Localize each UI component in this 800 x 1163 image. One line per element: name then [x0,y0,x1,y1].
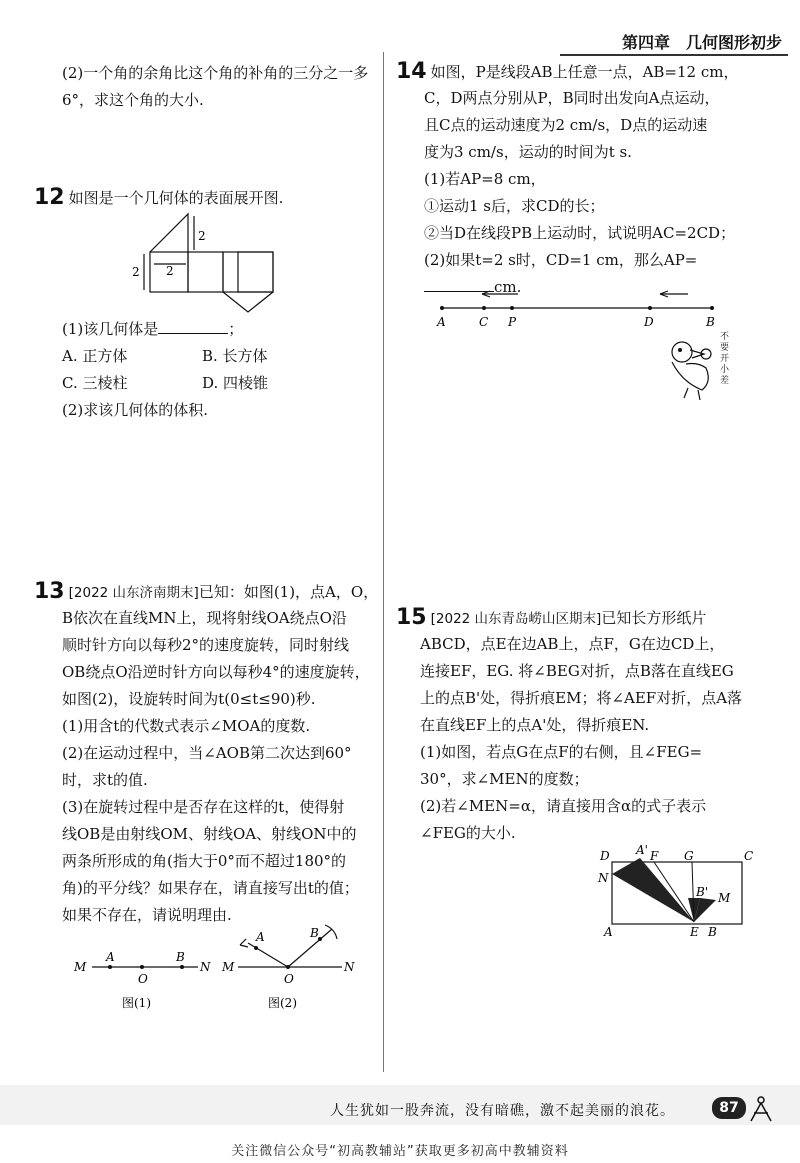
q14-line: 度为3 cm/s，运动的时间为t s. [424,143,632,161]
q11-part2-text: (2)一个角的余角比这个角的补角的三分之一多6°，求这个角的大小. [62,64,369,109]
q13-line: OB绕点O沿逆时针方向以每秒4°的速度旋转， [62,663,370,681]
question-14 [396,58,741,86]
column-divider [383,52,384,1072]
q14-line: ①运动1 s后，求CD的长； [424,197,605,215]
question-15-body [420,631,748,847]
q13-line-0: 已知：如图(1)，点A，O， [198,583,379,601]
q14-line: (1)若AP=8 cm， [424,170,546,188]
q15-point-a1: A' [636,843,648,857]
q13-line: 如果不存在，请说明理由. [62,906,232,924]
q14-segment-figure [430,286,730,330]
q12-options [62,343,372,397]
q15-line: (2)若∠MEN=α，请直接用含α的式子表示 [420,797,707,815]
fig1-point-b: B [176,950,185,964]
fig2-caption: 图(2) [268,996,297,1010]
q12-number: 12 [34,185,65,210]
q15-line: 在直线EF上的点A'处，得折痕EN. [420,716,650,734]
q15-point-e: E [690,925,699,939]
q13-line: 顺时针方向以每秒2°的速度旋转，同时射线 [62,636,350,654]
fig2-point-o: O [284,972,294,986]
question-12-parts [62,316,372,424]
chapter-title: 第四章 几何图形初步 [621,33,782,52]
q13-line: (3)在旋转过程中是否存在这样的t，使得射 [62,798,345,816]
q15-number: 15 [396,605,427,630]
q13-line: (2)在运动过程中，当∠AOB第二次达到60° [62,744,352,762]
q12-label-left: 2 [132,265,140,279]
fig2-point-a: A [256,930,265,944]
fig1-point-n: N [200,960,211,974]
q15-point-b1: B' [696,885,709,899]
q14-point-d: D [644,315,654,329]
q15-line: ABCD，点E在边AB上，点F，G在边CD上， [420,635,725,653]
q13-source: [2022 山东济南期末] [68,585,199,601]
q15-rectangle-figure [592,838,762,940]
q15-line: 连接EF，EG. 将∠BEG对折，点B落在直线EG [420,662,734,680]
q15-point-c: C [744,849,754,863]
q14-point-a: A [437,315,446,329]
q15-point-a: A [604,925,613,939]
q14-point-b: B [706,315,715,329]
q15-point-f: F [650,849,659,863]
fig2-point-m: M [222,960,235,974]
q14-point-p: P [508,315,517,329]
fig2-point-b: B [310,926,319,940]
q14-line: ②当D在线段PB上运动时，试说明AC=2CD； [424,224,736,242]
compass-icon [746,1095,776,1123]
fig1-caption: 图(1) [122,996,151,1010]
q15-line: ∠FEG的大小. [420,824,516,842]
q13-line: (1)用含t的代数式表示∠MOA的度数. [62,717,311,735]
fig1-point-m: M [74,960,87,974]
q15-source: [2022 山东青岛崂山区期末] [430,611,602,627]
q12-stem: 如图是一个几何体的表面展开图. [68,189,284,207]
q13-line: 如图(2)，设旋转时间为t(0≤t≤90)秒. [62,690,316,708]
q15-point-g: G [684,849,694,863]
q13-line: 两条所形成的角(指大于0°而不超过180°的 [62,852,347,870]
q12-option-b: B. 长方体 [202,347,268,365]
fig1-point-o: O [138,972,148,986]
question-13-body [62,605,380,929]
q12-part1: (1)该几何体是 [62,320,159,338]
cartoon-bird-illustration [660,332,770,402]
q12-answer-blank[interactable] [158,319,228,334]
q14-line-0: 如图，P是线段AB上任意一点，AB=12 cm， [430,63,739,81]
q13-line: 线OB是由射线OM、射线OA、射线ON中的 [62,825,357,843]
q13-line: B依次在直线MN上，现将射线OA绕点O沿 [62,609,347,627]
q12-option-d: D. 四棱锥 [202,374,269,392]
q12-option-a: A. 正方体 [62,347,128,365]
q15-point-n: N [598,871,609,885]
q12-option-c: C. 三棱柱 [62,374,128,392]
question-13 [34,578,379,607]
q14-line: 且C点的运动速度为2 cm/s，D点的运动速 [424,116,708,134]
q14-number: 14 [396,59,427,84]
q12-label-top: 2 [198,229,206,243]
question-11-part2 [62,60,372,114]
q13-line: 时，求t的值. [62,771,148,789]
q14-line: C，D两点分别从P，B同时出发向A点运动， [424,89,720,107]
watermark: 关注微信公众号“初高教辅站”获取更多初高中教辅资料 [231,1144,569,1159]
q13-number: 13 [34,579,65,604]
q14-unit: cm. [494,278,522,296]
q14-line: (2)如果t=2 s时，CD=1 cm，那么AP= [424,251,698,269]
q15-point-b: B [708,925,717,939]
q15-line-0: 已知长方形纸片 [601,609,707,627]
q14-point-c: C [479,315,489,329]
q12-label-mid: 2 [166,264,174,278]
question-15 [396,604,744,633]
fig1-point-a: A [106,950,115,964]
cartoon-caption: 不要开小差 [720,332,730,386]
q12-part2: (2)求该几何体的体积. [62,401,209,419]
question-12 [34,184,374,212]
q13-line: 角)的平分线？如果存在，请直接写出t的值； [62,879,359,897]
q13-figures [70,915,370,1015]
q15-point-m: M [718,891,731,905]
q12-part1-end: ； [228,320,244,338]
q12-net-figure [128,210,308,320]
q15-line: 30°，求∠MEN的度数； [420,770,589,788]
footer-slogan: 人生犹如一股奔流，没有暗礁，激不起美丽的浪花。 [330,1103,675,1119]
question-14-body [424,85,744,301]
fig2-point-n: N [344,960,355,974]
q15-line: (1)如图，若点G在点F的右侧，且∠FEG= [420,743,703,761]
q15-line: 上的点B'处，得折痕EM；将∠AEF对折，点A落 [420,689,743,707]
page-number: 87 [712,1097,746,1119]
q15-point-d: D [600,849,610,863]
